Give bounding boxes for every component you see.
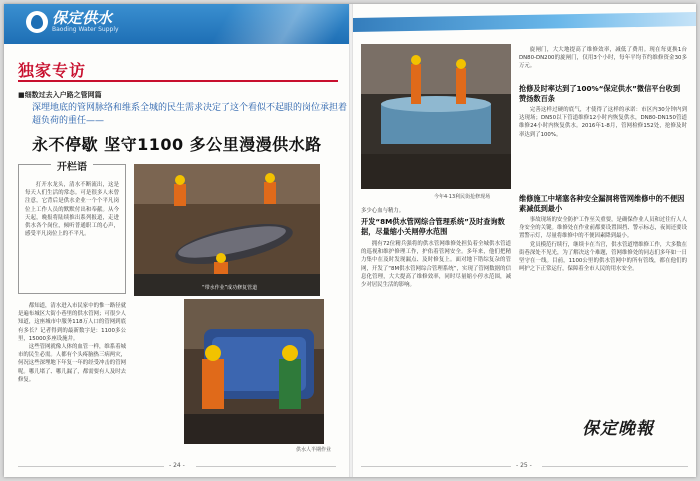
deck: 深埋地底的管网脉络和维系全城的民生需求决定了这个看似不起眼的岗位承担着超负荷的重任—— — [32, 103, 348, 126]
gutter — [349, 4, 353, 477]
page-number-left-value: 24 — [173, 462, 181, 469]
page-number-right: - 25 - — [516, 462, 532, 469]
right-subhead-1: 抢修及时率达到了100%“保定供水”微信平台收到赞扬数百条 — [519, 84, 681, 103]
page-number-right-value: 25 — [520, 462, 528, 469]
brand-logo-block — [26, 11, 119, 33]
footer-rule-left — [18, 466, 164, 467]
footer-rule-left-2 — [196, 466, 336, 467]
paragraph: 事故现场的安全防护工作至关重要，是确保作业人员和过往行人人身安全的关键。维修处在作业前都要设置围挡、警示标志，夜间还要设置警示灯，尽量将维修中的不便因素降到最小。 — [519, 217, 687, 240]
right-column-mid — [519, 106, 687, 139]
logo-subtitle: Baoding Water Supply — [52, 26, 119, 33]
mid-column-body — [361, 240, 511, 289]
paragraph: 旋闸门，大大地提高了维修效率，减低了费用。现在每更换1台DN80-DN200的旋闸门，仅用3个小时，每年平均节约维修资金30多万元。 — [519, 47, 687, 70]
headline: 永不停歇 坚守1100 多公里漫漫供水路 — [32, 135, 322, 154]
editorial-text-wrap — [25, 181, 119, 238]
photo3-caption: 今年4·13利民街抢修现场 — [434, 194, 491, 200]
paragraph: 拥有72位精兵强将的供水管网维修处担负着全城供水管道的巡视和维护修理工作，护佑着管网安全。多年来，他们把精力集中在及时发现漏点、及时修复上。面对地下错综复杂的管网，开发了“8M供水管网综合管理系统”，实现了管网数据的信息化管理，大大提高了维修效率，同时尽量缩小停水范围，减少对居民生活的影响。 — [361, 241, 511, 289]
paragraph: 完善这样过硬的底气，才使得了这样的承诺：市区内30分钟内到达现场；DN50以下管道维修12小时内恢复供水，DN80-DN150管道维修24小时内恢复供水。2016年1-8月，管网检修152处，抢修及时率达到了100%。 — [519, 107, 687, 138]
kicker: ■细数过去入户路之管网篇 — [18, 91, 102, 99]
repair-scene-illustration — [134, 164, 320, 296]
newspaper-brand-logo: 保定晚報 — [582, 419, 654, 439]
paragraph: 都知道，清水进入市民家中的惟一路径就是遍布城区大街小巷里的供水管网；可很少人知道，这座城市中服务118万人口的管网到底有多长？记者得到的最新数字是：1100多公里，15000多座设施井。 — [18, 303, 126, 342]
header-swirl — [199, 4, 349, 44]
paragraph: 多少心血与精力。 — [361, 208, 405, 214]
photo2-credit: 供水人半期作业 — [296, 447, 332, 453]
paragraph: 这些管网就像人体的血管一样，维系着城市的民生必需。人都有个头疼脑热三病两灾，何况这些深埋地下年复一年的经受冲击的管网呢。哪儿堵了、哪儿漏了，都需要有人及时去修复。 — [18, 344, 126, 383]
left-column-body — [18, 302, 126, 384]
mid-subhead: 开发“8M供水管网综合管理系统”及时查询数据，尽量缩小关闸停水范围 — [361, 217, 505, 236]
workers-scene-illustration — [184, 299, 324, 444]
right-subhead-2: 维修施工中堵塞各种安全漏洞将管网维修中的不便因素减低到最小 — [519, 194, 685, 213]
logo-text: 保定供水 — [52, 9, 113, 27]
right-column-lower — [519, 216, 687, 273]
editorial-text: 打开水龙头，清水不断流出，这是每天人们生活的常态。可是很多人未曾注意，它背后是供水企业一个个平凡岗位上工作人员的默默付出和奉献。从今天起，晚报将陆续推出系列报道，走进供水各个岗位，倾听普通职工的心声，感受平凡岗位上的不平凡。 — [25, 182, 119, 238]
mid-column-lead — [361, 207, 511, 215]
section-divider — [18, 80, 338, 82]
photo-rescue-site — [361, 44, 511, 189]
footer-rule-right-2 — [542, 466, 688, 467]
paragraph: 党员模范行续行，继续卡在当官，供水管道增维修工作，大多数在街巷深处不见光，为了解决这个难题，管网维修处的同志们多年如一日坚守在一线。目前，1100公里的供水管网中的所有管线，都在他们的呵护之下正常运行，保障着全市人民的用水安全。 — [519, 241, 687, 273]
footer-rule-right — [361, 466, 511, 467]
photo-pipe-repair — [134, 164, 320, 296]
water-drop-icon — [26, 11, 48, 33]
rescue-scene-illustration — [361, 44, 511, 189]
editorial-box — [18, 164, 126, 294]
right-column-top — [519, 46, 687, 71]
page-number-left: - 24 - — [169, 462, 185, 469]
photo1-caption: “带水作业”成功修复管道 — [202, 285, 258, 291]
left-header-band — [4, 4, 349, 44]
magazine-spread — [4, 4, 696, 477]
editorial-title: 开栏语 — [51, 158, 93, 173]
section-tag: 独家专访 — [18, 61, 87, 80]
right-header-ribbon — [353, 12, 696, 32]
photo-workers-pipe — [184, 299, 324, 444]
